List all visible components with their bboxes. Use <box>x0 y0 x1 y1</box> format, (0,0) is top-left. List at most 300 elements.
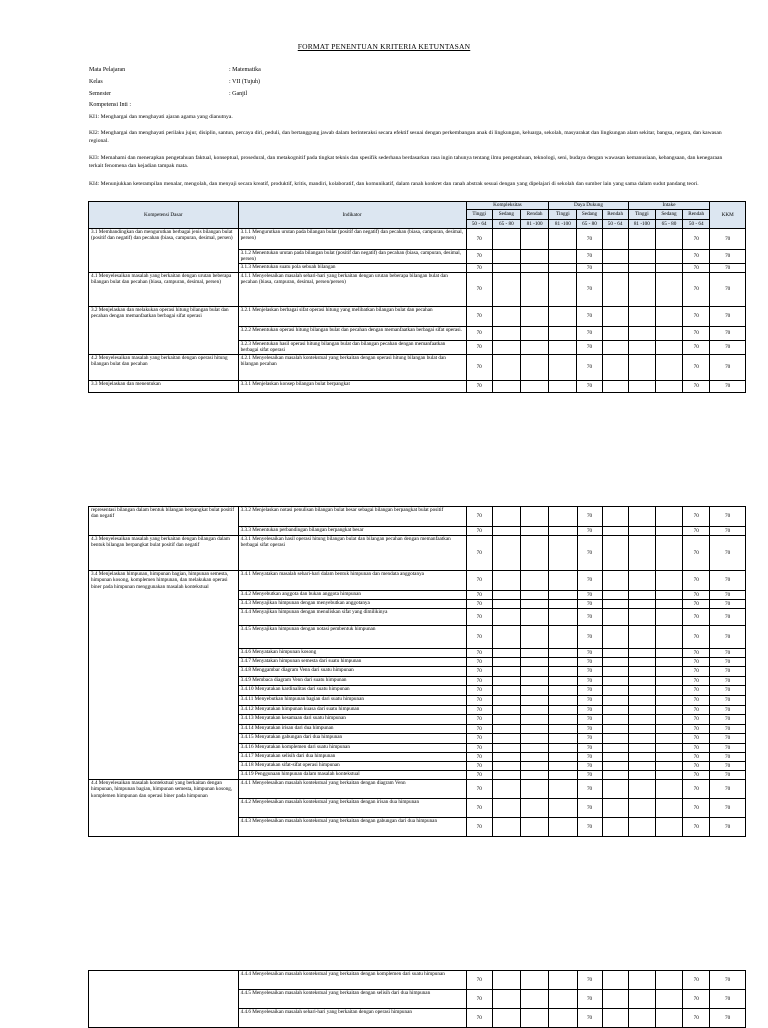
header-kompleksitas: Kompleksitas <box>466 202 549 210</box>
empty-cell <box>602 696 628 706</box>
header-sedang: Sedang <box>577 210 602 220</box>
document-title: FORMAT PENENTUAN KRITERIA KETUNTASAN <box>297 42 471 51</box>
score-value: 70 <box>466 971 492 990</box>
score-value: 70 <box>577 591 602 600</box>
header-kkm: KKM <box>710 202 746 229</box>
empty-cell <box>655 771 682 780</box>
score-value: 70 <box>466 381 492 393</box>
score-value: 70 <box>577 273 602 307</box>
empty-cell <box>549 250 577 264</box>
score-value: 70 <box>577 686 602 696</box>
indicator-cell: 3.4.17 Menyatakan selisih dari dua himpunan <box>238 753 466 762</box>
indicator-cell: 3.3.1 Menjelaskan konsep bilangan bulat berpangkat <box>238 381 466 393</box>
empty-cell <box>492 609 520 626</box>
empty-cell <box>549 753 577 762</box>
empty-cell <box>602 609 628 626</box>
empty-cell <box>549 591 577 600</box>
score-value: 70 <box>577 734 602 744</box>
empty-cell <box>521 527 549 536</box>
empty-cell <box>628 818 655 837</box>
empty-cell <box>549 264 577 273</box>
empty-cell <box>628 649 655 658</box>
indicator-cell: 4.4.3 Menyelesaikan masalah kontekstual yang berkaitan dengan gabungan dari dua himpunan <box>238 818 466 837</box>
score-value: 70 <box>466 667 492 677</box>
score-value: 70 <box>683 507 710 527</box>
kkm-value: 70 <box>710 341 746 355</box>
header-sedang: Sedang <box>655 210 682 220</box>
empty-cell <box>521 536 549 571</box>
kd-cell: 4.4 Menyelesaikan masalah kontekstual yang berkaitan dengan himpunan, himpunan bagian, himpunan semesta, himpunan kosong, komplemen himpunan dan operasi biner pada himpunan <box>89 780 239 837</box>
empty-cell <box>521 677 549 686</box>
score-value: 70 <box>683 744 710 753</box>
empty-cell <box>549 762 577 771</box>
score-value: 70 <box>577 667 602 677</box>
empty-cell <box>492 507 520 527</box>
range-label: 81 -100 <box>549 220 577 229</box>
score-value: 70 <box>466 609 492 626</box>
empty-cell <box>602 536 628 571</box>
empty-cell <box>655 600 682 609</box>
kkm-value: 70 <box>710 818 746 837</box>
empty-cell <box>520 250 548 264</box>
empty-cell <box>628 762 655 771</box>
range-label: 65 - 80 <box>577 220 602 229</box>
empty-cell <box>628 771 655 780</box>
score-value: 70 <box>683 600 710 609</box>
empty-cell <box>492 780 520 799</box>
score-value: 70 <box>577 264 602 273</box>
kkm-value: 70 <box>710 725 746 734</box>
empty-cell <box>655 658 682 667</box>
empty-cell <box>628 341 655 355</box>
empty-cell <box>492 571 520 591</box>
kkm-value: 70 <box>710 649 746 658</box>
header-rendah: Rendah <box>520 210 548 220</box>
indicator-cell: 4.3.1 Menyelesaikan hasil operasi hitung bilangan bulat dan bilangan pecahan dengan memanfaatkan berbagai sifat operasi <box>238 536 466 571</box>
kkm-value: 70 <box>710 264 746 273</box>
table-row <box>89 971 746 990</box>
empty-cell <box>492 658 520 667</box>
score-value: 70 <box>683 677 710 686</box>
empty-cell <box>549 971 577 990</box>
header-tinggi: Tinggi <box>549 210 577 220</box>
empty-cell <box>655 753 682 762</box>
empty-cell <box>602 667 628 677</box>
score-value: 70 <box>683 273 710 307</box>
meta-value: : Ganjil <box>229 91 248 97</box>
kkm-value: 70 <box>710 744 746 753</box>
empty-cell <box>520 307 548 327</box>
empty-cell <box>628 527 655 536</box>
indicator-cell: 3.2.3 Menentukan hasil operasi hitung bilangan bulat dan bilangan pecahan dengan memanfaatkan berbagai sifat operasi <box>238 341 466 355</box>
empty-cell <box>492 677 520 686</box>
score-value: 70 <box>466 571 492 591</box>
table-row <box>89 507 746 527</box>
empty-cell <box>520 229 548 250</box>
empty-cell <box>549 715 577 725</box>
empty-cell <box>655 715 682 725</box>
table-row <box>89 780 746 799</box>
empty-cell <box>520 381 548 393</box>
meta-label: Kompetensi Inti : <box>89 102 131 108</box>
score-value: 70 <box>577 600 602 609</box>
empty-cell <box>549 686 577 696</box>
empty-cell <box>521 609 549 626</box>
empty-cell <box>549 677 577 686</box>
empty-cell <box>521 744 549 753</box>
indicator-cell: 3.2.2 Menentukan operasi hitung bilangan bulat dan pecahan dengan memanfaatkan berbagai sifat operasi. <box>238 327 466 341</box>
indicator-cell: 4.4.4 Menyelesaikan masalah kontekstual yang berkaitan dengan komplemen dari suatu himpunan <box>238 971 466 990</box>
score-value: 70 <box>683 355 710 381</box>
score-value: 70 <box>683 591 710 600</box>
empty-cell <box>655 273 682 307</box>
empty-cell <box>628 780 655 799</box>
kd-cell: 3.1 Membandingkan dan mengurutkan berbagai jenis bilangan bulat (positif dan negatif) dan pecahan (biasa, campuran, desimal, persen) <box>89 229 239 273</box>
empty-cell <box>492 753 520 762</box>
score-value: 70 <box>466 591 492 600</box>
score-value: 70 <box>577 571 602 591</box>
empty-cell <box>521 649 549 658</box>
empty-cell <box>521 626 549 649</box>
empty-cell <box>655 609 682 626</box>
empty-cell <box>492 1009 520 1028</box>
empty-cell <box>628 715 655 725</box>
score-value: 70 <box>683 229 710 250</box>
empty-cell <box>655 571 682 591</box>
empty-cell <box>521 771 549 780</box>
empty-cell <box>549 229 577 250</box>
score-value: 70 <box>683 971 710 990</box>
indicator-cell: 3.4.12 Menyatakan himpunan kuasa dari suatu himpunan <box>238 706 466 715</box>
empty-cell <box>492 355 520 381</box>
empty-cell <box>521 753 549 762</box>
empty-cell <box>655 229 682 250</box>
indicator-cell: 3.4.2 Menyebutkan anggota dan bukan anggota himpunan <box>238 591 466 600</box>
empty-cell <box>628 744 655 753</box>
score-value: 70 <box>577 327 602 341</box>
criteria-table-page-3 <box>88 970 746 1028</box>
empty-cell <box>492 971 520 990</box>
empty-cell <box>602 734 628 744</box>
kkm-value: 70 <box>710 626 746 649</box>
score-value: 70 <box>466 686 492 696</box>
empty-cell <box>549 507 577 527</box>
empty-cell <box>549 609 577 626</box>
empty-cell <box>549 273 577 307</box>
score-value: 70 <box>683 527 710 536</box>
kkm-value: 70 <box>710 799 746 818</box>
empty-cell <box>655 696 682 706</box>
empty-cell <box>602 591 628 600</box>
empty-cell <box>492 696 520 706</box>
empty-cell <box>655 677 682 686</box>
score-value: 70 <box>466 341 492 355</box>
empty-cell <box>655 799 682 818</box>
score-value: 70 <box>683 799 710 818</box>
empty-cell <box>549 799 577 818</box>
score-value: 70 <box>466 734 492 744</box>
empty-cell <box>655 725 682 734</box>
empty-cell <box>602 753 628 762</box>
empty-cell <box>628 264 655 273</box>
score-value: 70 <box>683 307 710 327</box>
table-row <box>89 273 746 307</box>
empty-cell <box>549 706 577 715</box>
empty-cell <box>521 591 549 600</box>
score-value: 70 <box>466 626 492 649</box>
empty-cell <box>628 381 655 393</box>
kd-cell: 4.1 Menyelesaikan masalah yang berkaitan dengan urutan beberapa bilangan bulat dan pecahan (biasa, campuran, desimal, persen) <box>89 273 239 307</box>
kkm-value: 70 <box>710 600 746 609</box>
indicator-cell: 3.4.19 Penggunaan himpunan dalam masalah kontekstual <box>238 771 466 780</box>
empty-cell <box>549 725 577 734</box>
score-value: 70 <box>577 341 602 355</box>
header-kompetensi-dasar: Kompetensi Dasar <box>89 202 239 229</box>
empty-cell <box>602 571 628 591</box>
score-value: 70 <box>577 609 602 626</box>
empty-cell <box>549 818 577 837</box>
empty-cell <box>602 229 628 250</box>
empty-cell <box>549 696 577 706</box>
indicator-cell: 3.4.13 Menyatakan kesamaan dari suatu himpunan <box>238 715 466 725</box>
empty-cell <box>602 706 628 715</box>
empty-cell <box>492 715 520 725</box>
ki-2: KI2: Menghargai dan menghayati perilaku jujur, disiplin, santun, percaya diri, peduli, dan bertanggung jawab dalam berinteraksi secara efektif sesuai dengan perkembangan anak di lingkungan, keluarga, sekolah, masyarakat dan lingkungan alam sekitar, bangsa, negara, dan kawasan regional. <box>89 130 722 144</box>
score-value: 70 <box>577 706 602 715</box>
score-value: 70 <box>466 264 492 273</box>
empty-cell <box>628 696 655 706</box>
empty-cell <box>655 667 682 677</box>
empty-cell <box>492 744 520 753</box>
empty-cell <box>549 649 577 658</box>
empty-cell <box>628 600 655 609</box>
empty-cell <box>492 229 520 250</box>
empty-cell <box>628 658 655 667</box>
empty-cell <box>521 706 549 715</box>
empty-cell <box>655 971 682 990</box>
empty-cell <box>602 626 628 649</box>
empty-cell <box>628 591 655 600</box>
header-daya-dukung: Daya Dukung <box>549 202 629 210</box>
empty-cell <box>549 1009 577 1028</box>
empty-cell <box>655 341 682 355</box>
kkm-value: 70 <box>710 686 746 696</box>
empty-cell <box>628 307 655 327</box>
meta-label: Kelas <box>89 79 103 85</box>
empty-cell <box>549 771 577 780</box>
empty-cell <box>520 327 548 341</box>
indicator-cell: 3.1.2 Menentukan urutan pada bilangan bulat (positif dan negatif) dan pecahan (biasa, campuran, desimal, persen) <box>238 250 466 264</box>
range-label: 81 -100 <box>520 220 548 229</box>
score-value: 70 <box>683 626 710 649</box>
kkm-value: 70 <box>710 780 746 799</box>
score-value: 70 <box>466 818 492 837</box>
empty-cell <box>655 734 682 744</box>
empty-cell <box>521 799 549 818</box>
empty-cell <box>492 527 520 536</box>
empty-cell <box>628 250 655 264</box>
empty-cell <box>549 327 577 341</box>
indicator-cell: 3.4.18 Menyatakan sifat-sifat operasi himpunan <box>238 762 466 771</box>
empty-cell <box>655 507 682 527</box>
empty-cell <box>549 667 577 677</box>
score-value: 70 <box>683 341 710 355</box>
empty-cell <box>492 600 520 609</box>
kkm-value: 70 <box>710 381 746 393</box>
empty-cell <box>628 536 655 571</box>
empty-cell <box>602 327 628 341</box>
kkm-value: 70 <box>710 706 746 715</box>
kkm-value: 70 <box>710 507 746 527</box>
score-value: 70 <box>577 990 602 1009</box>
empty-cell <box>628 667 655 677</box>
empty-cell <box>521 725 549 734</box>
meta-value: : Matematika <box>229 67 261 73</box>
kkm-value: 70 <box>710 762 746 771</box>
kkm-value: 70 <box>710 734 746 744</box>
indicator-cell: 3.4.14 Menyatakan irisan dari dua himpunan <box>238 725 466 734</box>
kkm-value: 70 <box>710 609 746 626</box>
indicator-cell: 3.1.3 Menentukan suatu pola sebuah bilangan <box>238 264 466 273</box>
empty-cell <box>521 990 549 1009</box>
empty-cell <box>628 734 655 744</box>
empty-cell <box>549 600 577 609</box>
indicator-cell: 3.4.3 Menyajikan himpunan dengan menyebutkan anggotanya <box>238 600 466 609</box>
empty-cell <box>549 658 577 667</box>
score-value: 70 <box>683 250 710 264</box>
empty-cell <box>628 609 655 626</box>
empty-cell <box>655 1009 682 1028</box>
score-value: 70 <box>683 696 710 706</box>
empty-cell <box>492 990 520 1009</box>
score-value: 70 <box>577 527 602 536</box>
empty-cell <box>520 341 548 355</box>
empty-cell <box>549 734 577 744</box>
score-value: 70 <box>577 626 602 649</box>
range-label: 50 - 64 <box>466 220 492 229</box>
empty-cell <box>521 507 549 527</box>
score-value: 70 <box>466 250 492 264</box>
header-tinggi: Tinggi <box>466 210 492 220</box>
empty-cell <box>520 273 548 307</box>
score-value: 70 <box>577 381 602 393</box>
score-value: 70 <box>466 771 492 780</box>
empty-cell <box>602 600 628 609</box>
kkm-value: 70 <box>710 753 746 762</box>
empty-cell <box>492 734 520 744</box>
indicator-cell: 3.3.2 Menjelaskan notasi penulisan bilangan bulat besar sebagai bilangan berpangkat bulat positif <box>238 507 466 527</box>
empty-cell <box>628 706 655 715</box>
score-value: 70 <box>466 990 492 1009</box>
indicator-cell: 3.2.1 Menjelaskan berbagai sifat operasi hitung yang melibatkan bilangan bulat dan pecahan <box>238 307 466 327</box>
empty-cell <box>628 1009 655 1028</box>
kd-cell: 3.2 Menjelaskan dan melakukan operasi hitung bilangan bulat dan pecahan dengan memanfaatkan berbagai sifat operasi <box>89 307 239 355</box>
score-value: 70 <box>577 971 602 990</box>
score-value: 70 <box>683 571 710 591</box>
score-value: 70 <box>683 649 710 658</box>
indicator-cell: 3.4.9 Membaca diagram Venn dari suatu himpunan <box>238 677 466 686</box>
score-value: 70 <box>683 706 710 715</box>
kkm-value: 70 <box>710 1009 746 1028</box>
empty-cell <box>655 264 682 273</box>
score-value: 70 <box>466 696 492 706</box>
kkm-value: 70 <box>710 677 746 686</box>
score-value: 70 <box>577 696 602 706</box>
header-intake: Intake <box>628 202 710 210</box>
empty-cell <box>655 706 682 715</box>
indicator-cell: 3.4.8 Menggambar diagram Venn dari suatu himpunan <box>238 667 466 677</box>
range-label: 50 - 64 <box>602 220 628 229</box>
empty-cell <box>492 771 520 780</box>
empty-cell <box>492 327 520 341</box>
empty-cell <box>521 971 549 990</box>
empty-cell <box>492 818 520 837</box>
meta-label: Mata Pelajaran <box>89 67 126 73</box>
score-value: 70 <box>466 725 492 734</box>
score-value: 70 <box>466 762 492 771</box>
empty-cell <box>520 264 548 273</box>
range-label: 65 - 80 <box>492 220 520 229</box>
table-row <box>89 307 746 327</box>
score-value: 70 <box>683 381 710 393</box>
empty-cell <box>655 355 682 381</box>
empty-cell <box>549 744 577 753</box>
score-value: 70 <box>683 715 710 725</box>
kkm-value: 70 <box>710 971 746 990</box>
empty-cell <box>602 725 628 734</box>
header-tinggi: Tinggi <box>628 210 655 220</box>
empty-cell <box>549 355 577 381</box>
score-value: 70 <box>683 780 710 799</box>
empty-cell <box>492 706 520 715</box>
table-row <box>89 355 746 381</box>
empty-cell <box>602 355 628 381</box>
score-value: 70 <box>577 649 602 658</box>
kkm-value: 70 <box>710 571 746 591</box>
empty-cell <box>492 725 520 734</box>
score-value: 70 <box>466 307 492 327</box>
empty-cell <box>628 355 655 381</box>
indicator-cell: 3.4.4 Menyajikan himpunan dengan menuliskan sifat yang dimilikinya <box>238 609 466 626</box>
empty-cell <box>602 649 628 658</box>
header-sedang: Sedang <box>492 210 520 220</box>
empty-cell <box>602 658 628 667</box>
empty-cell <box>492 649 520 658</box>
empty-cell <box>521 715 549 725</box>
indicator-cell: 3.4.15 Menyatakan gabungan dari dua himpunan <box>238 734 466 744</box>
empty-cell <box>628 229 655 250</box>
empty-cell <box>602 780 628 799</box>
empty-cell <box>602 715 628 725</box>
empty-cell <box>549 571 577 591</box>
empty-cell <box>492 381 520 393</box>
score-value: 70 <box>466 327 492 341</box>
score-value: 70 <box>577 715 602 725</box>
indicator-cell: 3.4.7 Menyatakan himpunan semesta dari suatu himpunan <box>238 658 466 667</box>
empty-cell <box>628 990 655 1009</box>
empty-cell <box>492 762 520 771</box>
score-value: 70 <box>683 753 710 762</box>
score-value: 70 <box>466 1009 492 1028</box>
empty-cell <box>655 818 682 837</box>
range-label: 65 - 80 <box>655 220 682 229</box>
empty-cell <box>655 780 682 799</box>
empty-cell <box>602 381 628 393</box>
kkm-value: 70 <box>710 250 746 264</box>
score-value: 70 <box>683 658 710 667</box>
empty-cell <box>628 971 655 990</box>
empty-cell <box>602 1009 628 1028</box>
